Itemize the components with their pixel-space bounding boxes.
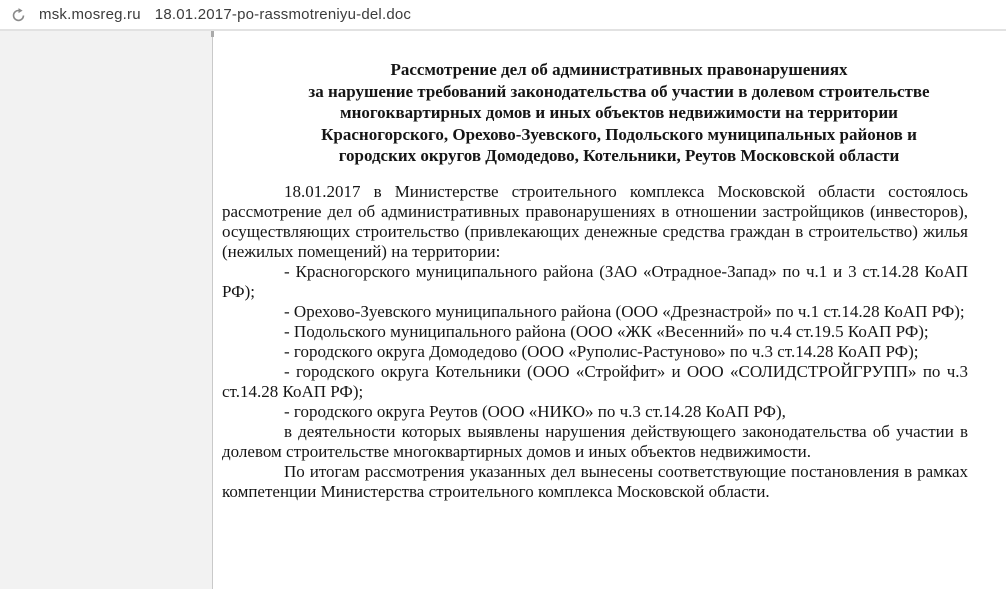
title-line: Рассмотрение дел об административных правонарушениях	[390, 60, 848, 79]
intro-paragraph: 18.01.2017 в Министерстве строительного комплекса Московской области состоялось рассмотрение дел об административных правонарушениях в отношении застройщиков (инвесторов), осуществляющих строительство (привлекающих денежные средства граждан в строительство) жилья (нежилых помещений) на территории:	[222, 181, 968, 261]
reload-button[interactable]	[10, 6, 27, 23]
side-panel	[0, 31, 213, 589]
url-filename: 18.01.2017-po-rassmotreniyu-del.doc	[154, 6, 412, 23]
divider-notch	[211, 31, 214, 37]
reload-icon	[11, 7, 26, 23]
outro-paragraph: По итогам рассмотрения указанных дел вынесены соответствующие постановления в рамках компетенции Министерства строительного комплекса Московской области.	[222, 461, 968, 501]
document-text-column	[222, 59, 968, 502]
document-body	[222, 182, 968, 502]
list-item: - городского округа Реутов (ООО «НИКО» по ч.3 ст.14.28 КоАП РФ),	[284, 401, 786, 421]
document-page	[213, 31, 1006, 589]
list-item: - Орехово-Зуевского муниципального района (ООО «Дрезнастрой» по ч.1 ст.14.28 КоАП РФ);	[284, 301, 965, 321]
address-bar[interactable]	[0, 0, 1006, 31]
title-line: Красногорского, Орехово-Зуевского, Подольского муниципальных районов и	[321, 124, 917, 144]
title-line: многоквартирных домов и иных объектов недвижимости на территории	[340, 103, 898, 122]
title-line: за нарушение требований законодательства об участии в долевом строительстве	[308, 81, 930, 101]
content-area	[0, 31, 1006, 589]
list-item: - городского округа Котельники (ООО «Стройфит» и ООО «СОЛИДСТРОЙГРУПП» по ч.3 ст.14.28 КоАП РФ);	[222, 361, 968, 401]
list-item: - городского округа Домодедово (ООО «Руполис-Растуново» по ч.3 ст.14.28 КоАП РФ);	[284, 341, 919, 361]
url-domain: msk.mosreg.ru	[39, 6, 141, 23]
document-title	[222, 59, 968, 167]
outro-paragraph: в деятельности которых выявлены нарушения действующего законодательства об участии в долевом строительстве многоквартирных домов и иных объектов недвижимости.	[222, 421, 968, 461]
title-line: городских округов Домодедово, Котельники, Реутов Московской области	[338, 146, 900, 165]
list-item: - Красногорского муниципального района (ЗАО «Отрадное-Запад» по ч.1 и 3 ст.14.28 КоАП РФ);	[222, 261, 968, 301]
list-item: - Подольского муниципального района (ООО «ЖК «Весенний» по ч.4 ст.19.5 КоАП РФ);	[284, 321, 929, 341]
